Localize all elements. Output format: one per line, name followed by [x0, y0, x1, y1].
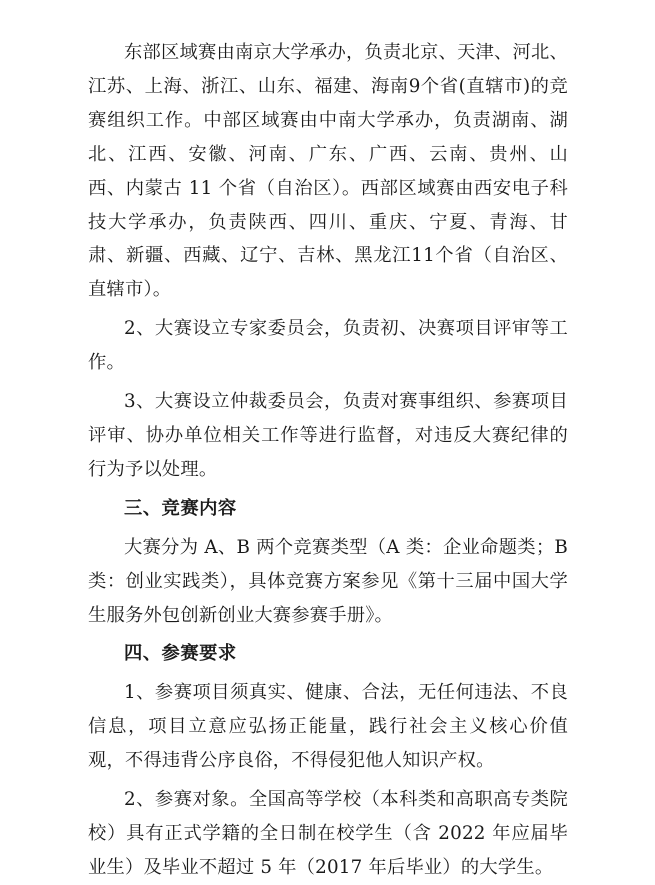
paragraph-arbitration-committee: 3、大赛设立仲裁委员会，负责对赛事组织、参赛项目评审、协办单位相关工作等进行监督，对违反大赛纪律的行为予以处理。	[88, 391, 568, 480]
paragraph-competition-types: 大赛分为 A、B 两个竞赛类型（A 类：企业命题类；B 类：创业实践类），具体竞赛方案参见《第十三届中国大学生服务外包创新创业大赛参赛手册》。	[88, 536, 568, 626]
section-heading-competition-content: 三、竞赛内容	[124, 497, 237, 519]
paragraph-project-requirements: 1、参赛项目须真实、健康、合法，无任何违法、不良信息，项目立意应弘扬正能量，践行社会主义核心价值观，不得违背公序良俗，不得侵犯他人知识产权。	[88, 682, 568, 772]
document-body	[88, 36, 568, 885]
paragraph-regional-competitions: 东部区域赛由南京大学承办，负责北京、天津、河北、江苏、上海、浙江、山东、福建、海南9个省(直辖市)的竞赛组织工作。中部区域赛由中南大学承办，负责湖南、湖北、江西、安徽、河南、广东、广西、云南、贵州、山西、内蒙古 11 个省（自治区）。西部区域赛由西安电子科技大学承办，负责陕西、四川、重庆、宁夏、青海、甘肃、新疆、西藏、辽宁、吉林、黑龙江11个省（自治区、直辖市）。	[88, 42, 568, 301]
paragraph-eligible-participants: 2、参赛对象。全国高等学校（本科类和高职高专类院校）具有正式学籍的全日制在校学生（含 2022 年应届毕业生）及毕业不超过 5 年（2017 年后毕业）的大学生。	[88, 789, 568, 878]
section-heading-participation-requirements: 四、参赛要求	[124, 643, 237, 665]
paragraph-expert-committee: 2、大赛设立专家委员会，负责初、决赛项目评审等工作。	[88, 318, 568, 374]
